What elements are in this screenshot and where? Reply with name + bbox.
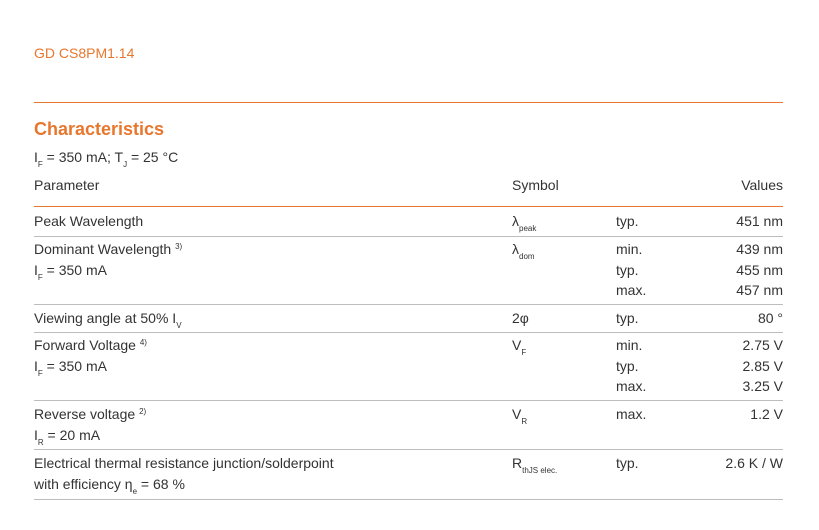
symbol-sub: peak [519,224,537,233]
value-text: 451 nm [736,213,783,229]
header-symbol: Symbol [512,177,559,193]
row-divider [34,400,783,401]
param-cell [34,308,182,329]
value-cell [743,335,783,397]
cond-if-sub: F [37,160,43,169]
value-text: 455 nm [736,261,783,278]
param-name: Dominant Wavelength [34,241,172,257]
grade-label: typ. [616,455,639,471]
param-name: Peak Wavelength [34,213,144,229]
cond-value: = 350 mA [42,357,107,374]
value-text: 457 nm [736,282,783,298]
cond-value: = 350 mA [42,261,107,278]
param-name: Electrical thermal resistance junction/solderpoint [34,455,334,471]
grade-label: typ. [616,261,639,278]
param-cell [34,404,146,445]
symbol-sub: dom [519,252,535,261]
cond-value: = 20 mA [43,426,101,443]
grade-cell [616,335,646,397]
value-text: 2.6 K / W [725,455,783,471]
symbol-char: V [512,337,522,353]
param-sub: V [176,321,182,330]
cond-tj-sub: J [123,160,128,169]
value-text: 2.85 V [742,357,783,374]
grade-cell [616,211,639,232]
row-divider [34,499,783,500]
footnote-ref: 4) [139,338,147,347]
param-name: Viewing angle at 50% I [34,310,177,326]
value-cell [736,239,783,301]
param-cell [34,335,147,376]
symbol-cell [512,211,536,232]
symbol-char: R [512,455,523,471]
cond-if-label: I [34,149,38,165]
row-divider [34,236,783,237]
symbol-cell [512,404,527,425]
param-name: Reverse voltage [34,406,136,422]
symbol-cell [512,453,557,474]
grade-label: max. [616,282,647,298]
grade-label: max. [616,378,647,394]
grade-cell [616,453,639,474]
param-cell [34,453,334,494]
test-conditions [34,149,179,169]
cond-if-value: = 350 mA; T [42,149,124,165]
symbol-char: λ [512,241,519,257]
value-cell [758,308,783,329]
top-divider [34,102,783,103]
param-line2: with efficiency η [34,475,133,492]
param-line2-value: = 68 % [137,475,185,492]
grade-cell [616,239,646,301]
cond-label: I [34,261,38,278]
footnote-ref: 2) [139,407,147,416]
param-line2-sub: e [132,486,138,496]
grade-label: max. [616,406,647,422]
document-id: GD CS8PM1.14 [34,45,135,61]
value-cell [736,211,783,232]
symbol-cell [512,239,535,260]
symbol-sub: R [521,417,528,426]
grade-cell [616,404,646,425]
grade-label: min. [616,337,643,353]
value-cell [725,453,783,474]
row-divider [34,449,783,450]
row-divider [34,332,783,333]
symbol-char: V [512,406,522,422]
cond-sub: F [37,368,43,378]
grade-cell [616,308,639,329]
cond-label: I [34,426,38,443]
footnote-ref: 3) [175,242,183,251]
header-divider [34,206,783,207]
value-text: 439 nm [736,241,783,257]
header-parameter: Parameter [34,177,100,193]
grade-label: typ. [616,310,639,326]
symbol-char: λ [512,213,519,229]
value-text: 2.75 V [742,337,783,353]
grade-label: typ. [616,357,639,374]
section-title: Characteristics [34,119,165,139]
param-name: Forward Voltage [34,337,136,353]
cond-sub: F [37,272,43,282]
grade-label: min. [616,241,643,257]
symbol-sub: F [521,348,527,357]
grade-label: typ. [616,213,639,229]
symbol-cell [512,308,529,329]
cond-label: I [34,357,38,374]
row-divider [34,304,783,305]
symbol-char: 2φ [512,310,529,326]
param-cell [34,239,182,280]
cond-sub: R [37,437,44,447]
symbol-cell [512,335,526,356]
value-text: 1.2 V [750,406,783,422]
value-cell [750,404,783,425]
header-values: Values [741,177,783,193]
symbol-sub: thJS elec. [522,466,558,475]
value-text: 80 ° [757,310,783,326]
value-text: 3.25 V [742,378,783,394]
param-cell [34,211,143,232]
cond-tj-value: = 25 °C [127,149,179,165]
